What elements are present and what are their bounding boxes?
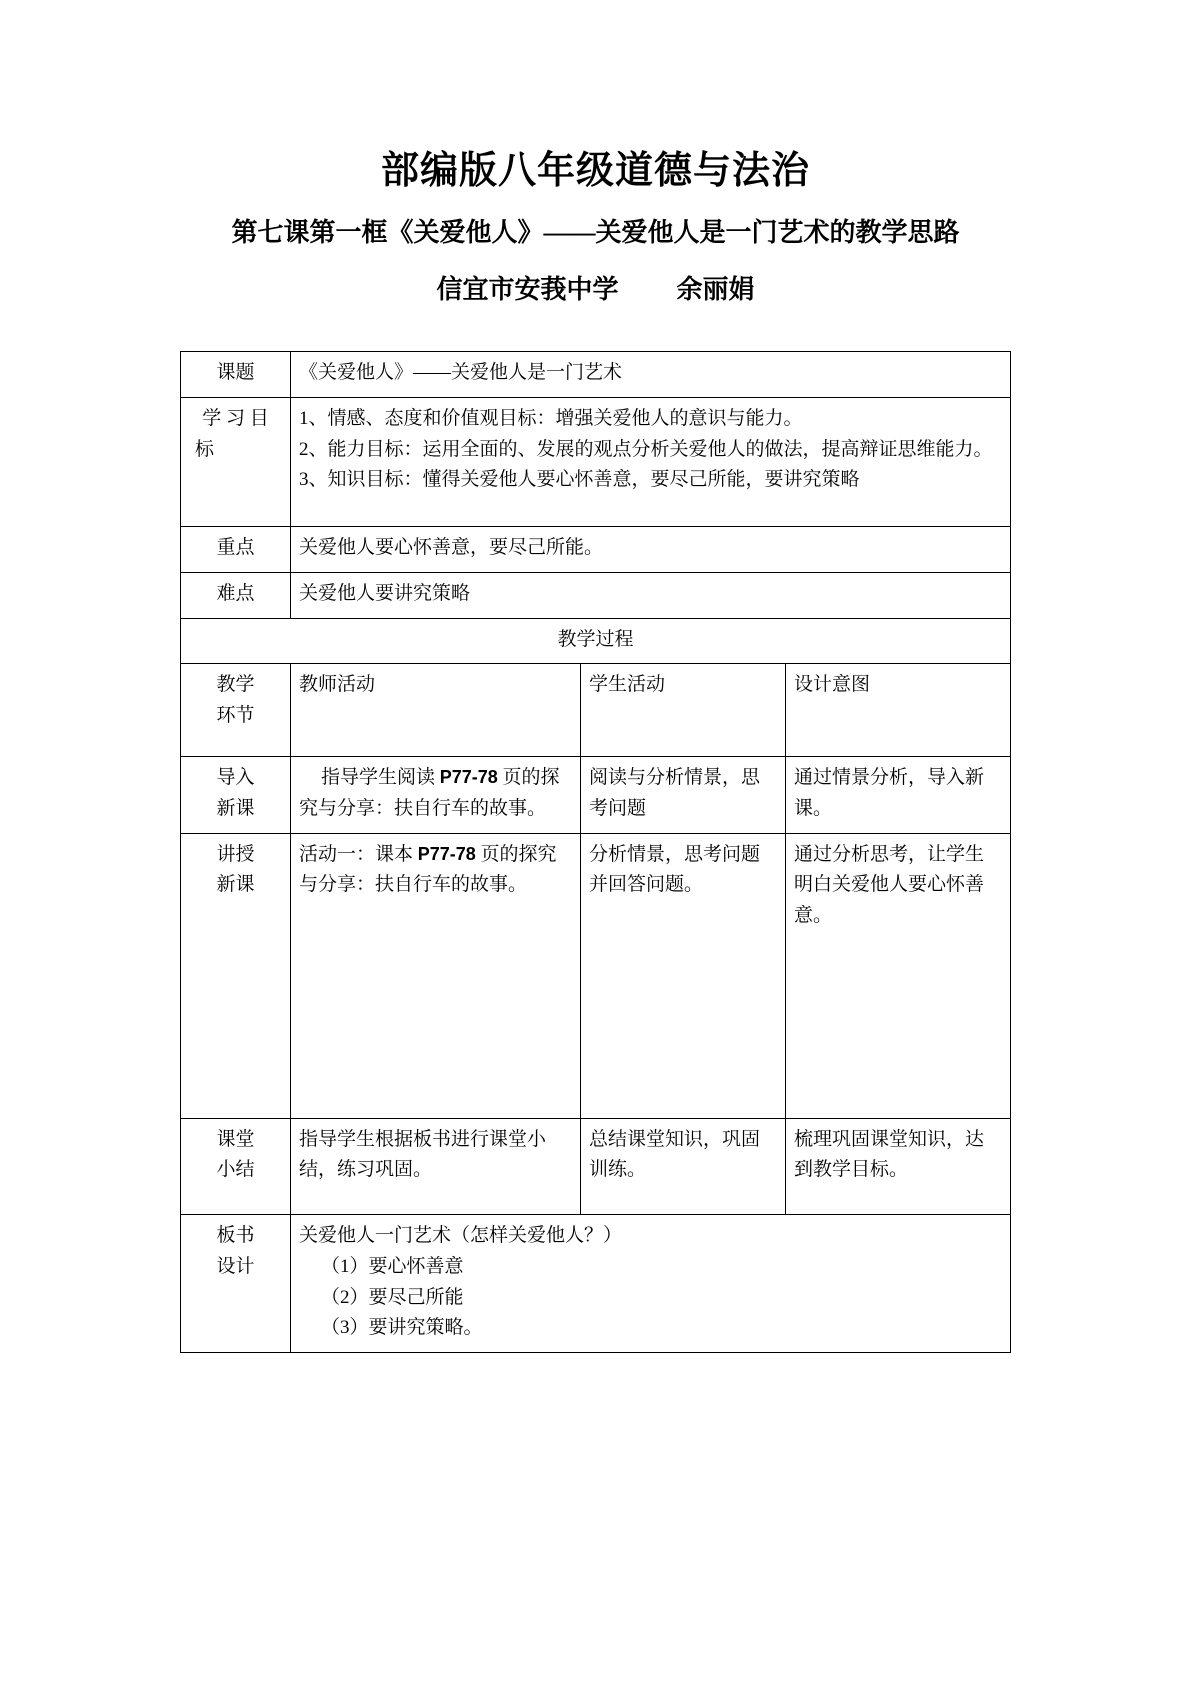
column-header-stage [180,664,290,757]
key-point-value: 关爱他人要心怀善意，要尽己所能。 [290,527,1010,573]
textbook-page-code: P77-78 [439,766,498,787]
stage-label-line1: 讲授 [216,843,255,865]
lesson-plan-table [180,351,1011,1353]
design-intent: 通过情景分析，导入新课。 [785,756,1010,833]
teacher-activity [290,833,580,1118]
stage-label-line2: 新课 [216,874,255,896]
table-row [180,756,1010,833]
table-row [180,1118,1010,1215]
difficulty-label: 难点 [180,572,290,618]
column-header-intent: 设计意图 [785,664,1010,757]
blackboard-line: 关爱他人一门艺术（怎样关爱他人？） [298,1225,622,1247]
process-header: 教学过程 [180,618,1010,664]
stage-label-line1: 导入 [216,766,255,788]
topic-value: 《关爱他人》——关爱他人是一门艺术 [290,352,1010,398]
student-activity: 阅读与分析情景，思考问题 [580,756,785,833]
author-name: 余丽娟 [676,275,755,305]
objectives-label [180,397,290,526]
page-title: 部编版八年级道德与法治 [380,150,810,192]
stage-label-line2: 新课 [216,797,255,819]
textbook-page-code: P77-78 [417,843,476,864]
difficulty-value: 关爱他人要讲究策略 [290,572,1010,618]
blackboard-label [180,1215,290,1353]
student-activity: 总结课堂知识，巩固训练。 [580,1118,785,1215]
table-row [180,833,1010,1118]
objectives-label-line2: 标 [194,438,214,460]
table-row-column-headers [180,664,1010,757]
blackboard-line: （3）要讲究策略。 [320,1317,483,1339]
stage-label-line1: 课堂 [216,1128,255,1150]
design-intent: 梳理巩固课堂知识，达到教学目标。 [785,1118,1010,1215]
blackboard-line: （2）要尽己所能 [320,1286,464,1308]
objectives-label-line1: 学 习 目 [202,407,269,429]
stage-header-line1: 教学 [216,674,255,696]
stage-label [180,1118,290,1215]
teacher-activity-prefix: 指导学生阅读 [320,766,440,788]
column-header-teacher: 教师活动 [290,664,580,757]
table-row-process-header [180,618,1010,664]
table-row-key-point [180,527,1010,573]
blackboard-value [290,1215,1010,1353]
school-name: 信宜市安莪中学 [436,275,619,305]
objective-item: 2、能力目标：运用全面的、发展的观点分析关爱他人的做法，提高辩证思维能力。 [298,438,993,460]
blackboard-label-line2: 设计 [216,1255,255,1277]
teacher-activity-prefix: 活动一：课本 [298,843,418,865]
teacher-activity-prefix: 指导学生根据板书进行课堂小结，练习巩固。 [298,1128,546,1181]
objectives-value [290,397,1010,526]
byline [0,249,1191,307]
topic-label: 课题 [180,352,290,398]
teacher-activity-suffix: 页的探究与分享：扶自行车的故事。 [298,843,557,896]
stage-label [180,833,290,1118]
stage-label [180,756,290,833]
table-row-objectives [180,397,1010,526]
teacher-activity-suffix: 页的探究与分享：扶自行车的故事。 [298,766,560,819]
design-intent: 通过分析思考，让学生明白关爱他人要心怀善意。 [785,833,1010,1118]
table-row-topic [180,352,1010,398]
stage-header-line2: 环节 [216,705,255,727]
teacher-activity [290,756,580,833]
objective-item: 1、情感、态度和价值观目标：增强关爱他人的意识与能力。 [298,407,803,429]
column-header-student: 学生活动 [580,664,785,757]
objective-item: 3、知识目标：懂得关爱他人要心怀善意，要尽己所能，要讲究策略 [298,469,860,491]
page-subtitle: 第七课第一框《关爱他人》——关爱他人是一门艺术的教学思路 [231,217,960,247]
table-row-difficulty [180,572,1010,618]
table-row-blackboard [180,1215,1010,1353]
teacher-activity [290,1118,580,1215]
blackboard-label-line1: 板书 [216,1225,255,1247]
stage-label-line2: 小结 [216,1159,255,1181]
key-point-label: 重点 [180,527,290,573]
blackboard-line: （1）要心怀善意 [320,1255,464,1277]
student-activity: 分析情景，思考问题并回答问题。 [580,833,785,1118]
